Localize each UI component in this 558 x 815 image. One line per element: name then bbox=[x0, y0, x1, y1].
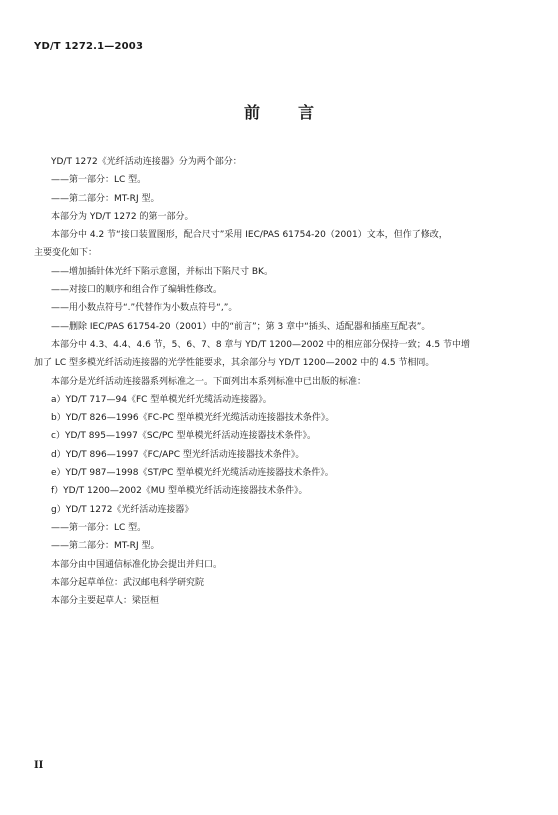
paragraph-line: a）YD/T 717—94《FC 型单模光纤光缆活动连接器》。 bbox=[51, 394, 272, 405]
paragraph-line: ——第一部分：LC 型。 bbox=[51, 522, 147, 533]
paragraph-line: 主要变化如下： bbox=[34, 248, 98, 259]
paragraph-line: YD/T 1272《光纤活动连接器》分为两个部分： bbox=[51, 157, 242, 167]
paragraph-line: 本部分是光纤活动连接器系列标准之一。下面列出本系列标准中已出版的标准： bbox=[51, 376, 367, 387]
paragraph-line: b）YD/T 826—1996《FC-PC 型单模光纤光缆活动连接器技术条件》。 bbox=[51, 413, 335, 424]
paragraph-line: d）YD/T 896—1997《FC/APC 型光纤活动连接器技术条件》。 bbox=[51, 449, 305, 460]
paragraph-line: 本部分起草单位：武汉邮电科学研究院 bbox=[51, 577, 205, 588]
paragraph-line: ——对接口的顺序和组合作了编辑性修改。 bbox=[51, 285, 223, 296]
paragraph-line: e）YD/T 987—1998《ST/PC 型单模光纤光缆活动连接器技术条件》。 bbox=[51, 468, 334, 479]
standard-code: YD/T 1272.1—2003 bbox=[34, 41, 144, 52]
paragraph-line: ——第二部分：MT-RJ 型。 bbox=[51, 541, 160, 552]
paragraph-line: ——删除 IEC/PAS 61754-20（2001）中的“前言”；第 3 章中“插头、适配器和插座互配表”。 bbox=[51, 321, 431, 332]
paragraph-line: 加了 LC 型多模光纤活动连接器的光学性能要求，其余部分与 YD/T 1200—2002 中的 4.5 节相同。 bbox=[34, 358, 435, 369]
paragraph-line: c）YD/T 895—1997《SC/PC 型单模光纤活动连接器技术条件》。 bbox=[51, 431, 316, 442]
paragraph-line: ——增加插针体光纤下陷示意图，并标出下陷尺寸 BK。 bbox=[51, 266, 273, 277]
paragraph-line: 本部分由中国通信标准化协会提出并归口。 bbox=[51, 559, 223, 570]
paragraph-line: 本部分为 YD/T 1272 的第一部分。 bbox=[51, 211, 194, 222]
paragraph-line: f）YD/T 1200—2002《MU 型单模光纤活动连接器技术条件》。 bbox=[51, 486, 308, 497]
paragraph-line: 本部分主要起草人：梁臣桓 bbox=[51, 596, 160, 607]
paragraph-line: ——第二部分：MT-RJ 型。 bbox=[51, 193, 160, 204]
paragraph-line: ——用小数点符号“.”代替作为小数点符号“,”。 bbox=[51, 303, 238, 314]
paragraph-line: g）YD/T 1272《光纤活动连接器》 bbox=[51, 504, 194, 515]
page-title: 前言 bbox=[243, 103, 352, 122]
paragraph-line: 本部分中 4.3、4.4、4.6 节，5、6、7、8 章与 YD/T 1200—2002 中的相应部分保持一致；4.5 节中增 bbox=[51, 339, 470, 350]
paragraph-line: 本部分中 4.2 节“接口装置图形，配合尺寸”采用 IEC/PAS 61754-20（2001）文本，但作了修改， bbox=[51, 230, 448, 241]
page-number: II bbox=[34, 760, 44, 771]
foreword-body bbox=[34, 153, 532, 610]
paragraph-line: ——第一部分：LC 型。 bbox=[51, 175, 147, 186]
